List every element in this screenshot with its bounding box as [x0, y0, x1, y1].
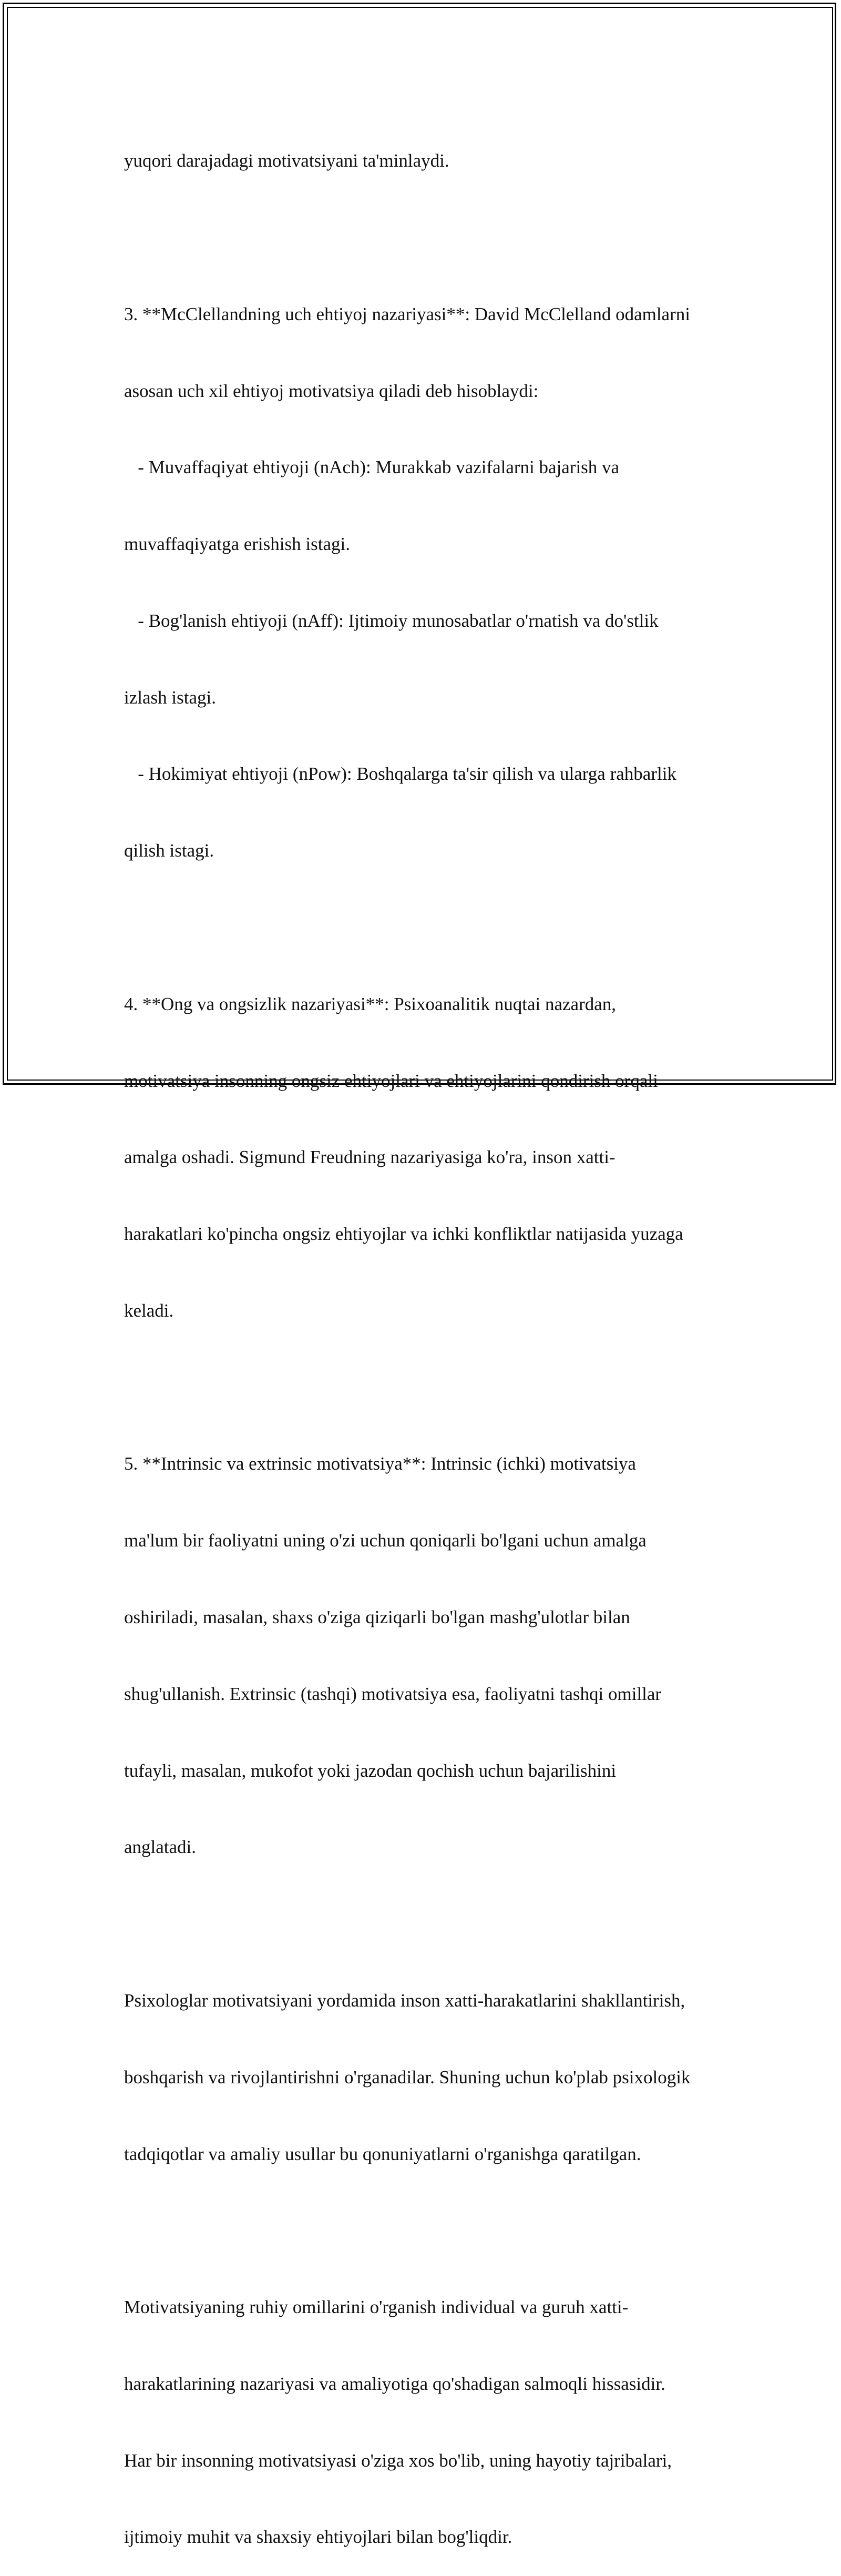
text-line: tufayli, masalan, mukofot yoki jazodan qochish uchun bajarilishini — [124, 1760, 617, 1781]
text-line: harakatlarining nazariyasi va amaliyotiga qo'shadigan salmoqli hissasidir. — [124, 2373, 665, 2394]
text-line: amalga oshadi. Sigmund Freudning nazariyasiga ko'ra, inson xatti- — [124, 1147, 616, 1168]
text-line: Har bir insonning motivatsiyasi o'ziga xos bo'lib, uning hayotiy tajribalari, — [124, 2450, 672, 2471]
text-line: izlash istagi. — [124, 687, 216, 708]
text-line: asosan uch xil ehtiyoj motivatsiya qiladi deb hisoblaydi: — [124, 380, 539, 401]
blank-line — [124, 2218, 729, 2244]
text-line: Motivatsiyaning ruhiy omillarini o'rganish individual va guruh xatti- — [124, 2297, 629, 2318]
text-line: boshqarish va rivojlantirishni o'rganadilar. Shuning uchun ko'plab psixologik — [124, 2066, 691, 2088]
text-line: anglatadi. — [124, 1837, 197, 1858]
text-line: harakatlari ko'pincha ongsiz ehtiyojlar va ichki konfliktlar natijasida yuzaga — [124, 1224, 683, 1245]
document-body — [124, 97, 729, 2576]
blank-line — [124, 1375, 729, 1401]
text-line: oshiriladi, masalan, shaxs o'ziga qiziqarli bo'lgan mashg'ulotlar bilan — [124, 1607, 630, 1628]
text-line: - Muvaffaqiyat ehtiyoji (nAch): Murakkab vazifalarni bajarish va — [124, 457, 620, 478]
blank-line — [124, 225, 729, 251]
text-line: qilish istagi. — [124, 840, 214, 861]
text-line: muvaffaqiyatga erishish istagi. — [124, 534, 350, 555]
text-line: keladi. — [124, 1300, 174, 1321]
text-line: 5. **Intrinsic va extrinsic motivatsiya**: Intrinsic (ichki) motivatsiya — [124, 1453, 636, 1474]
text-line: - Hokimiyat ehtiyoji (nPow): Boshqalarga ta'sir qilish va ularga rahbarlik — [124, 763, 676, 785]
text-line: ma'lum bir faoliyatni uning o'zi uchun qoniqarli bo'lgani uchun amalga — [124, 1530, 647, 1551]
text-line: 3. **McClellandning uch ehtiyoj nazariyasi**: David McClelland odamlarni — [124, 303, 690, 324]
text-line: shug'ullanish. Extrinsic (tashqi) motivatsiya esa, faoliyatni tashqi omillar — [124, 1683, 662, 1704]
text-line: - Bog'lanish ehtiyoji (nAff): Ijtimoiy munosabatlar o'rnatish va do'stlik — [124, 610, 659, 631]
blank-line — [124, 915, 729, 941]
text-line: ijtimoiy muhit va shaxsiy ehtiyojlari bilan bog'liqdir. — [124, 2527, 512, 2548]
text-line: Psixologlar motivatsiyani yordamida inson xatti-harakatlarini shakllantirish, — [124, 1990, 685, 2011]
text-line: yuqori darajadagi motivatsiyani ta'minlaydi. — [124, 150, 449, 171]
text-line: 4. **Ong va ongsizlik nazariyasi**: Psixoanalitik nuqtai nazardan, — [124, 993, 617, 1014]
text-line: tadqiqotlar va amaliy usullar bu qonuniyatlarni o'rganishga qaratilgan. — [124, 2143, 641, 2164]
text-line: motivatsiya insonning ongsiz ehtiyojlari va ehtiyojlarini qondirish orqali — [124, 1070, 658, 1091]
blank-line — [124, 1911, 729, 1937]
